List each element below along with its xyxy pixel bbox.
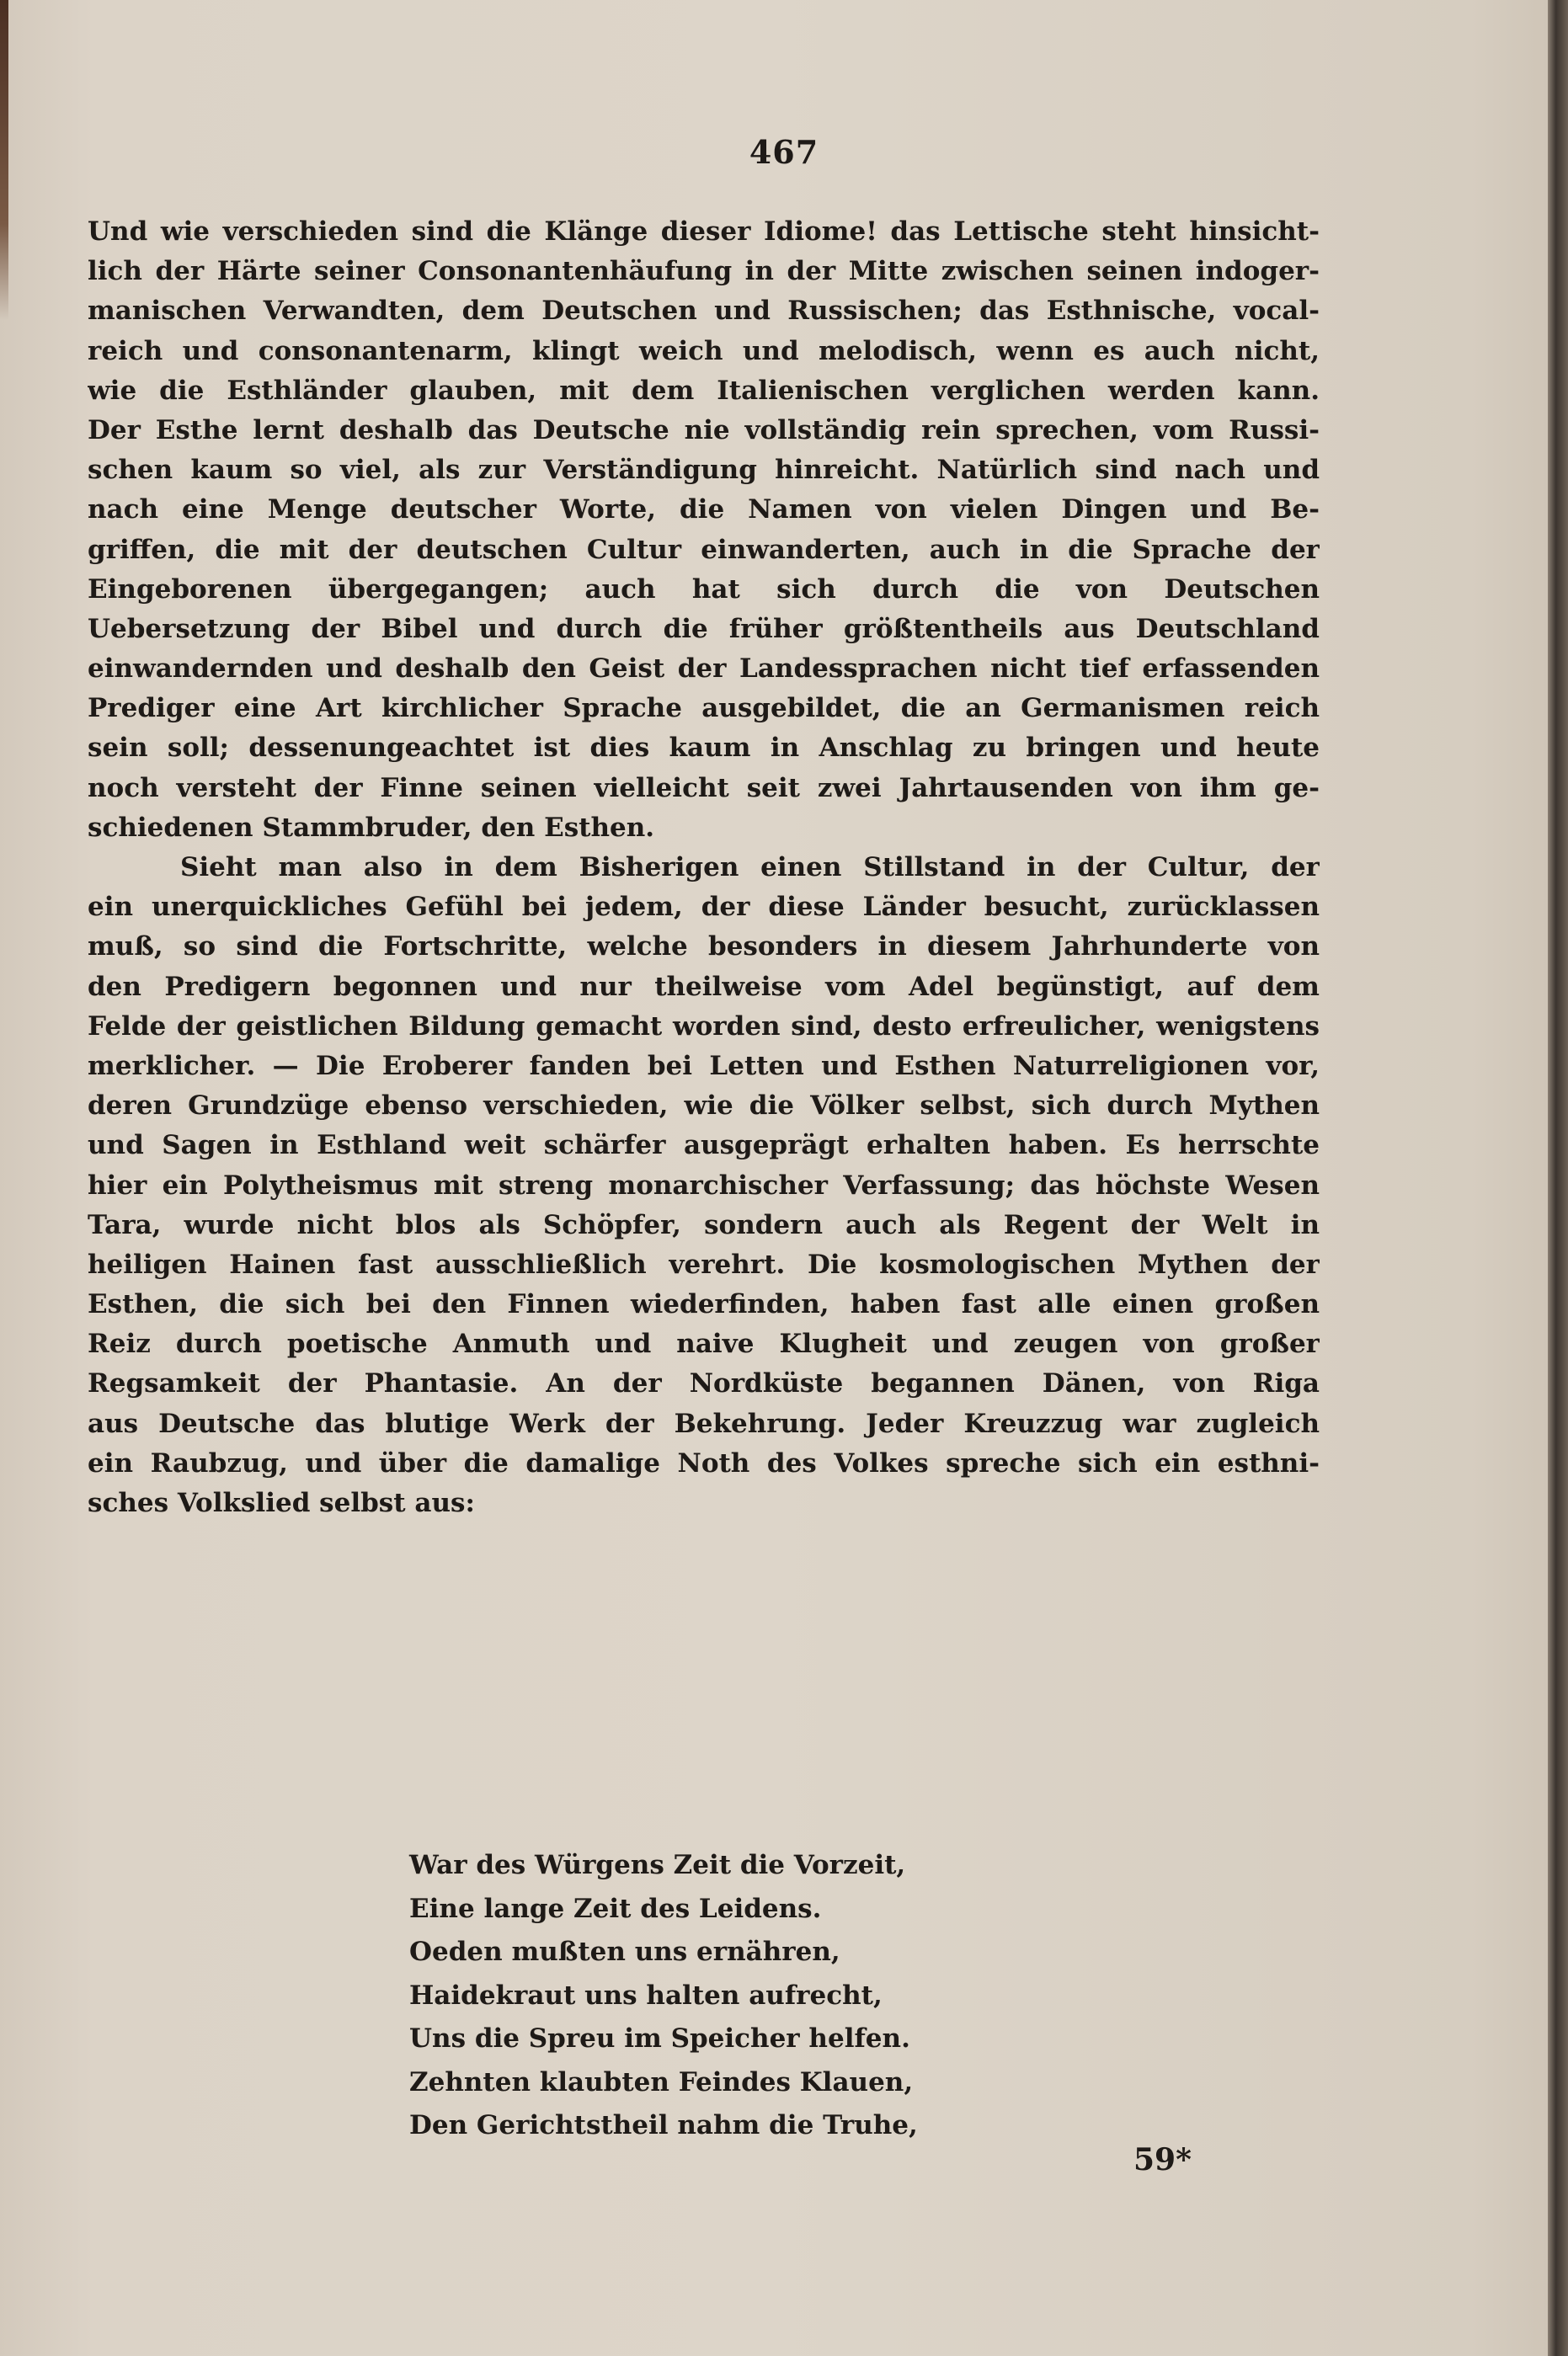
text-line: lich der Härte seiner Consonantenhäufung in der Mitte zwischen seinen indoger- xyxy=(88,256,1320,287)
text-line: muß, so sind die Fortschritte, welche besonders in diesem Jahrhunderte von xyxy=(88,931,1320,962)
text-line: noch versteht der Finne seinen vielleicht seit zwei Jahrtausenden von ihm ge- xyxy=(88,772,1320,803)
text-line: Tara, wurde nicht blos als Schöpfer, sondern auch als Regent der Welt in xyxy=(88,1209,1320,1240)
text-line: heiligen Hainen fast ausschließlich verehrt. Die kosmologischen Mythen der xyxy=(88,1249,1320,1280)
text-line: merklicher. — Die Eroberer fanden bei Letten und Esthen Naturreligionen vor, xyxy=(88,1050,1320,1081)
text-line: wie die Esthländer glauben, mit dem Italienischen verglichen werden kann. xyxy=(88,375,1320,406)
text-line: reich und consonantenarm, klingt weich und melodisch, wenn es auch nicht, xyxy=(88,335,1320,366)
text-line: griffen, die mit der deutschen Cultur einwanderten, auch in die Sprache der xyxy=(88,534,1320,565)
paragraph-2 xyxy=(88,848,1320,1523)
body-text xyxy=(88,212,1320,1523)
text-line: Felde der geistlichen Bildung gemacht worden sind, desto erfreulicher, wenigstens xyxy=(88,1010,1320,1042)
page-edge xyxy=(1548,0,1568,2356)
poem-line: Zehnten klaubten Feindes Klauen, xyxy=(409,2066,914,2097)
poem-line: Den Gerichtstheil nahm die Truhe, xyxy=(409,2110,918,2140)
text-line: und Sagen in Esthland weit schärfer ausgeprägt erhalten haben. Es herrschte xyxy=(88,1130,1320,1161)
signature-mark: 59* xyxy=(1133,2142,1192,2177)
text-line: Eingeborenen übergegangen; auch hat sich durch die von Deutschen xyxy=(88,573,1320,605)
text-line: schen kaum so viel, als zur Verständigung hinreicht. Natürlich sind nach und xyxy=(88,455,1320,486)
text-line: einwandernden und deshalb den Geist der Landessprachen nicht tief erfassenden xyxy=(88,653,1320,685)
text-line: den Predigern begonnen und nur theilweise vom Adel begünstigt, auf dem xyxy=(88,971,1320,1002)
text-line: Esthen, die sich bei den Finnen wiederfinden, haben fast alle einen großen xyxy=(88,1289,1320,1320)
text-line: Und wie verschieden sind die Klänge dieser Idiome! das Lettische steht hinsicht- xyxy=(88,216,1320,247)
text-line: Der Esthe lernt deshalb das Deutsche nie vollständig rein sprechen, vom Russi- xyxy=(88,414,1320,445)
text-line: sein soll; dessenungeachtet ist dies kaum in Anschlag zu bringen und heute xyxy=(88,733,1320,764)
poem-line: Uns die Spreu im Speicher helfen. xyxy=(409,2023,910,2054)
text-line: Reiz durch poetische Anmuth und naive Klugheit und zeugen von großer xyxy=(88,1329,1320,1360)
text-line: sches Volkslied selbst aus: xyxy=(88,1488,475,1518)
paragraph-1 xyxy=(88,212,1320,848)
text-line: manischen Verwandten, dem Deutschen und Russischen; das Esthnische, vocal- xyxy=(88,296,1320,327)
text-line: Uebersetzung der Bibel und durch die früher größtentheils aus Deutschland xyxy=(88,613,1320,644)
poem-line: Oeden mußten uns ernähren, xyxy=(409,1937,840,1967)
text-line: aus Deutsche das blutige Werk der Bekehrung. Jeder Kreuzzug war zugleich xyxy=(88,1408,1320,1439)
poem-line: War des Würgens Zeit die Vorzeit, xyxy=(409,1850,906,1880)
text-line: ein unerquickliches Gefühl bei jedem, der diese Länder besucht, zurücklassen xyxy=(88,892,1320,923)
poem-line: Haidekraut uns halten aufrecht, xyxy=(409,1980,883,2011)
text-line: Regsamkeit der Phantasie. An der Nordküste begannen Dänen, von Riga xyxy=(88,1368,1320,1399)
text-line: ein Raubzug, und über die damalige Noth des Volkes spreche sich ein esthni- xyxy=(88,1447,1320,1479)
poem-line: Eine lange Zeit des Leidens. xyxy=(409,1893,822,1924)
page-number: 467 xyxy=(749,133,819,171)
text-line: Sieht man also in dem Bisherigen einen Stillstand in der Cultur, der xyxy=(180,852,1320,882)
poem-quote xyxy=(409,1844,918,2148)
text-line: schiedenen Stammbruder, den Esthen. xyxy=(88,812,655,843)
text-line: deren Grundzüge ebenso verschieden, wie die Völker selbst, sich durch Mythen xyxy=(88,1090,1320,1122)
text-line: Prediger eine Art kirchlicher Sprache ausgebildet, die an Germanismen reich xyxy=(88,693,1320,724)
text-line: hier ein Polytheismus mit streng monarchischer Verfassung; das höchste Wesen xyxy=(88,1170,1320,1201)
text-line: nach eine Menge deutscher Worte, die Namen von vielen Dingen und Be- xyxy=(88,494,1320,525)
